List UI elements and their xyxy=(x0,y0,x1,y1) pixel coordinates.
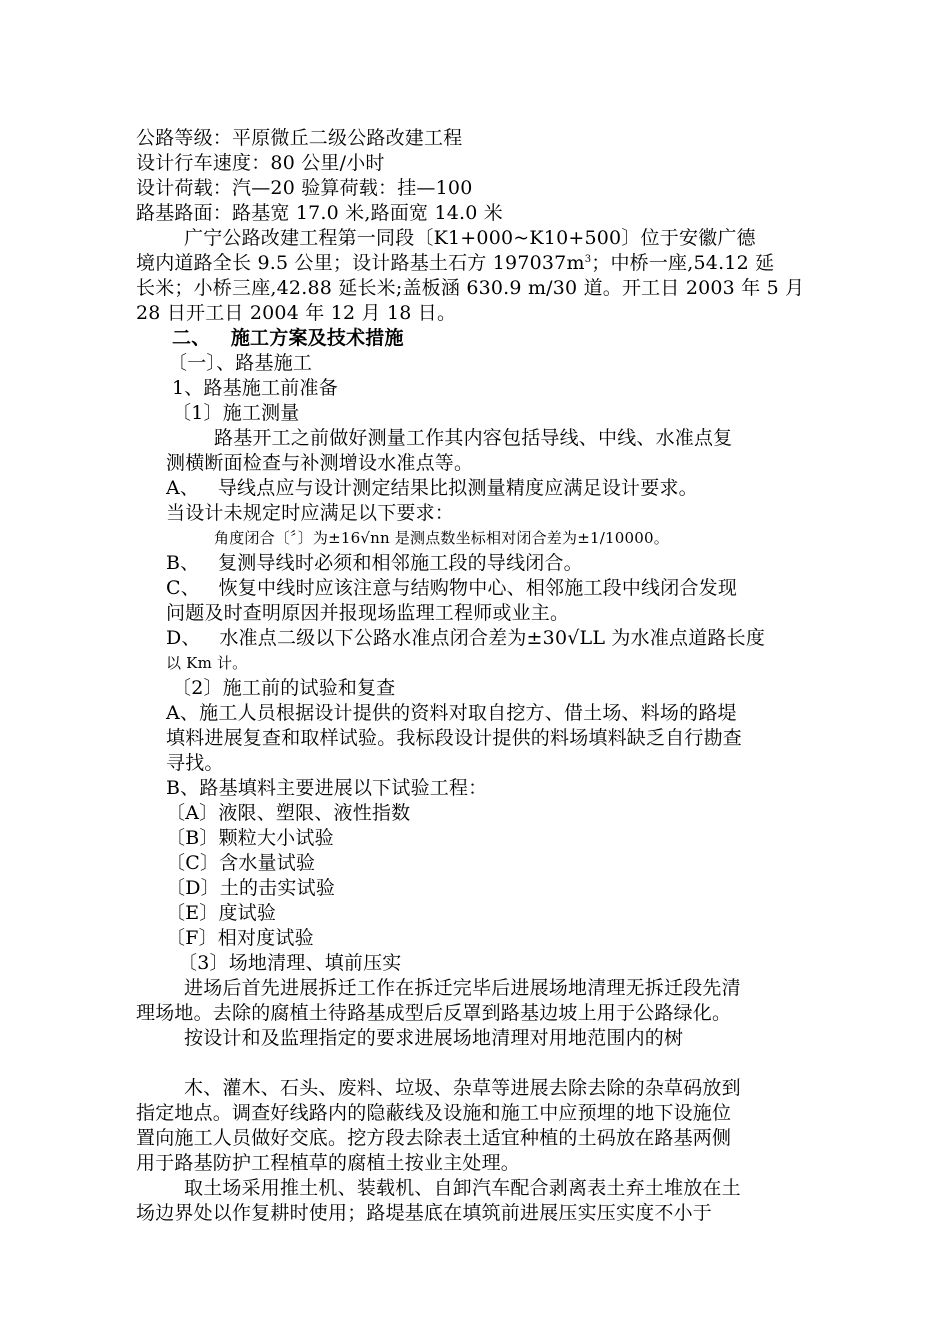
borrow-para-line-1: 取土场采用推土机、装载机、自卸汽车配合剥离表土弃土堆放在土 xyxy=(184,1177,741,1199)
clearing-para-line-2: 理场地。去除的腐植土待路基成型后反罩到路基边坡上用于公路绿化。 xyxy=(136,1002,732,1024)
clearing-para-line-3: 按设计和及监理指定的要求进展场地清理对用地范围内的树 xyxy=(184,1027,684,1049)
sub-item-heading-1: 〔1〕施工测量 xyxy=(172,402,300,424)
test-item-e: 〔E〕度试验 xyxy=(166,902,277,924)
fill-test-heading: B、路基填料主要进展以下试验工程： xyxy=(166,777,488,799)
clearing-para-line-4: 木、灌木、石头、废料、垃圾、杂草等进展去除去除的杂草码放到 xyxy=(184,1077,741,1099)
item-c-line-1: C、 恢复中线时应该注意与结购物中心、相邻施工段中线闭合发现 xyxy=(166,577,738,599)
test-item-b: 〔B〕颗粒大小试验 xyxy=(166,827,334,849)
clearing-para-line-5: 指定地点。调查好线路内的隐蔽线及设施和施工中应预埋的地下设施位 xyxy=(136,1102,732,1124)
requirement-line: 当设计未规定时应满足以下要求： xyxy=(166,502,455,524)
test-item-f: 〔F〕相对度试验 xyxy=(166,927,314,949)
clearing-para-line-7: 用于路基防护工程植草的腐植土按业主处理。 xyxy=(136,1152,521,1174)
survey-para-line-1: 路基开工之前做好测量工作其内容包括导线、中线、水准点复 xyxy=(214,427,733,449)
test-para-line-3: 寻找。 xyxy=(166,752,224,774)
test-item-d: 〔D〕土的击实试验 xyxy=(166,877,336,899)
borrow-para-line-2: 场边界处以作复耕时使用；路堤基底在填筑前进展压实压实度不小于 xyxy=(136,1202,713,1224)
item-a-line: A、 导线点应与设计测定结果比拟测量精度应满足设计要求。 xyxy=(166,477,698,499)
test-para-line-2: 填料进展复查和取样试验。我标段设计提供的料场填料缺乏自行勘查 xyxy=(166,727,743,749)
section-heading: 二、 施工方案及技术措施 xyxy=(172,327,404,349)
test-para-line-1: A、施工人员根据设计提供的资料对取自挖方、借土场、料场的路堤 xyxy=(166,702,737,724)
road-grade-line: 公路等级：平原微丘二级公路改建工程 xyxy=(136,127,463,149)
clearing-para-line-6: 置向施工人员做好交底。挖方段去除表土适宜种植的土码放在路基两侧 xyxy=(136,1127,732,1149)
design-load-line: 设计荷载：汽—20 验算荷载：挂—100 xyxy=(136,177,473,199)
clearing-para-line-1: 进场后首先进展拆迁工作在拆迁完毕后进展场地清理无拆迁段先清 xyxy=(184,977,741,999)
sub-item-heading-2: 〔2〕施工前的试验和复查 xyxy=(172,677,396,699)
survey-para-line-2: 测横断面检查与补测增设水准点等。 xyxy=(166,452,474,474)
project-intro-line-2: 境内道路全长 9.5 公里；设计路基土石方 $197037m^3$；中桥一座,54.12 延 xyxy=(136,252,775,274)
item-d-line-2: 以 Km 计。 xyxy=(166,654,248,672)
project-intro-line-1: 广宁公路改建工程第一同段〔K1+000~K10+500〕位于安徽广德 xyxy=(184,227,756,249)
test-item-a: 〔A〕液限、塑限、液性指数 xyxy=(166,802,411,824)
sub-item-heading-3: 〔3〕场地清理、填前压实 xyxy=(178,952,402,974)
item-c-line-2: 问题及时查明原因并报现场监理工程师或业主。 xyxy=(166,602,570,624)
item-heading: 1、路基施工前准备 xyxy=(172,377,338,399)
design-speed-line: 设计行车速度：80 公里/小时 xyxy=(136,152,385,174)
roadbed-line: 路基路面：路基宽 17.0 米,路面宽 14.0 米 xyxy=(136,202,504,224)
subsection-heading: 〔一〕、路基施工 xyxy=(168,352,313,374)
project-intro-line-4: 28 日开工日 2004 年 12 月 18 日。 xyxy=(136,302,457,324)
item-b-line: B、 复测导线时必须和相邻施工段的导线闭合。 xyxy=(166,552,583,574)
project-intro-line-3: 长米；小桥三座,42.88 延长米;盖板涵 630.9 m/30 道。开工日 2003 年 5 月 xyxy=(136,277,805,299)
item-d-line-1: D、 水准点二级以下公路水准点闭合差为±30√LL 为水准点道路长度 xyxy=(166,627,766,649)
angle-closure-line: 角度闭合〔〞〕为±16√nn 是测点数坐标相对闭合差为±1/10000。 xyxy=(214,529,669,547)
test-item-c: 〔C〕含水量试验 xyxy=(166,852,316,874)
